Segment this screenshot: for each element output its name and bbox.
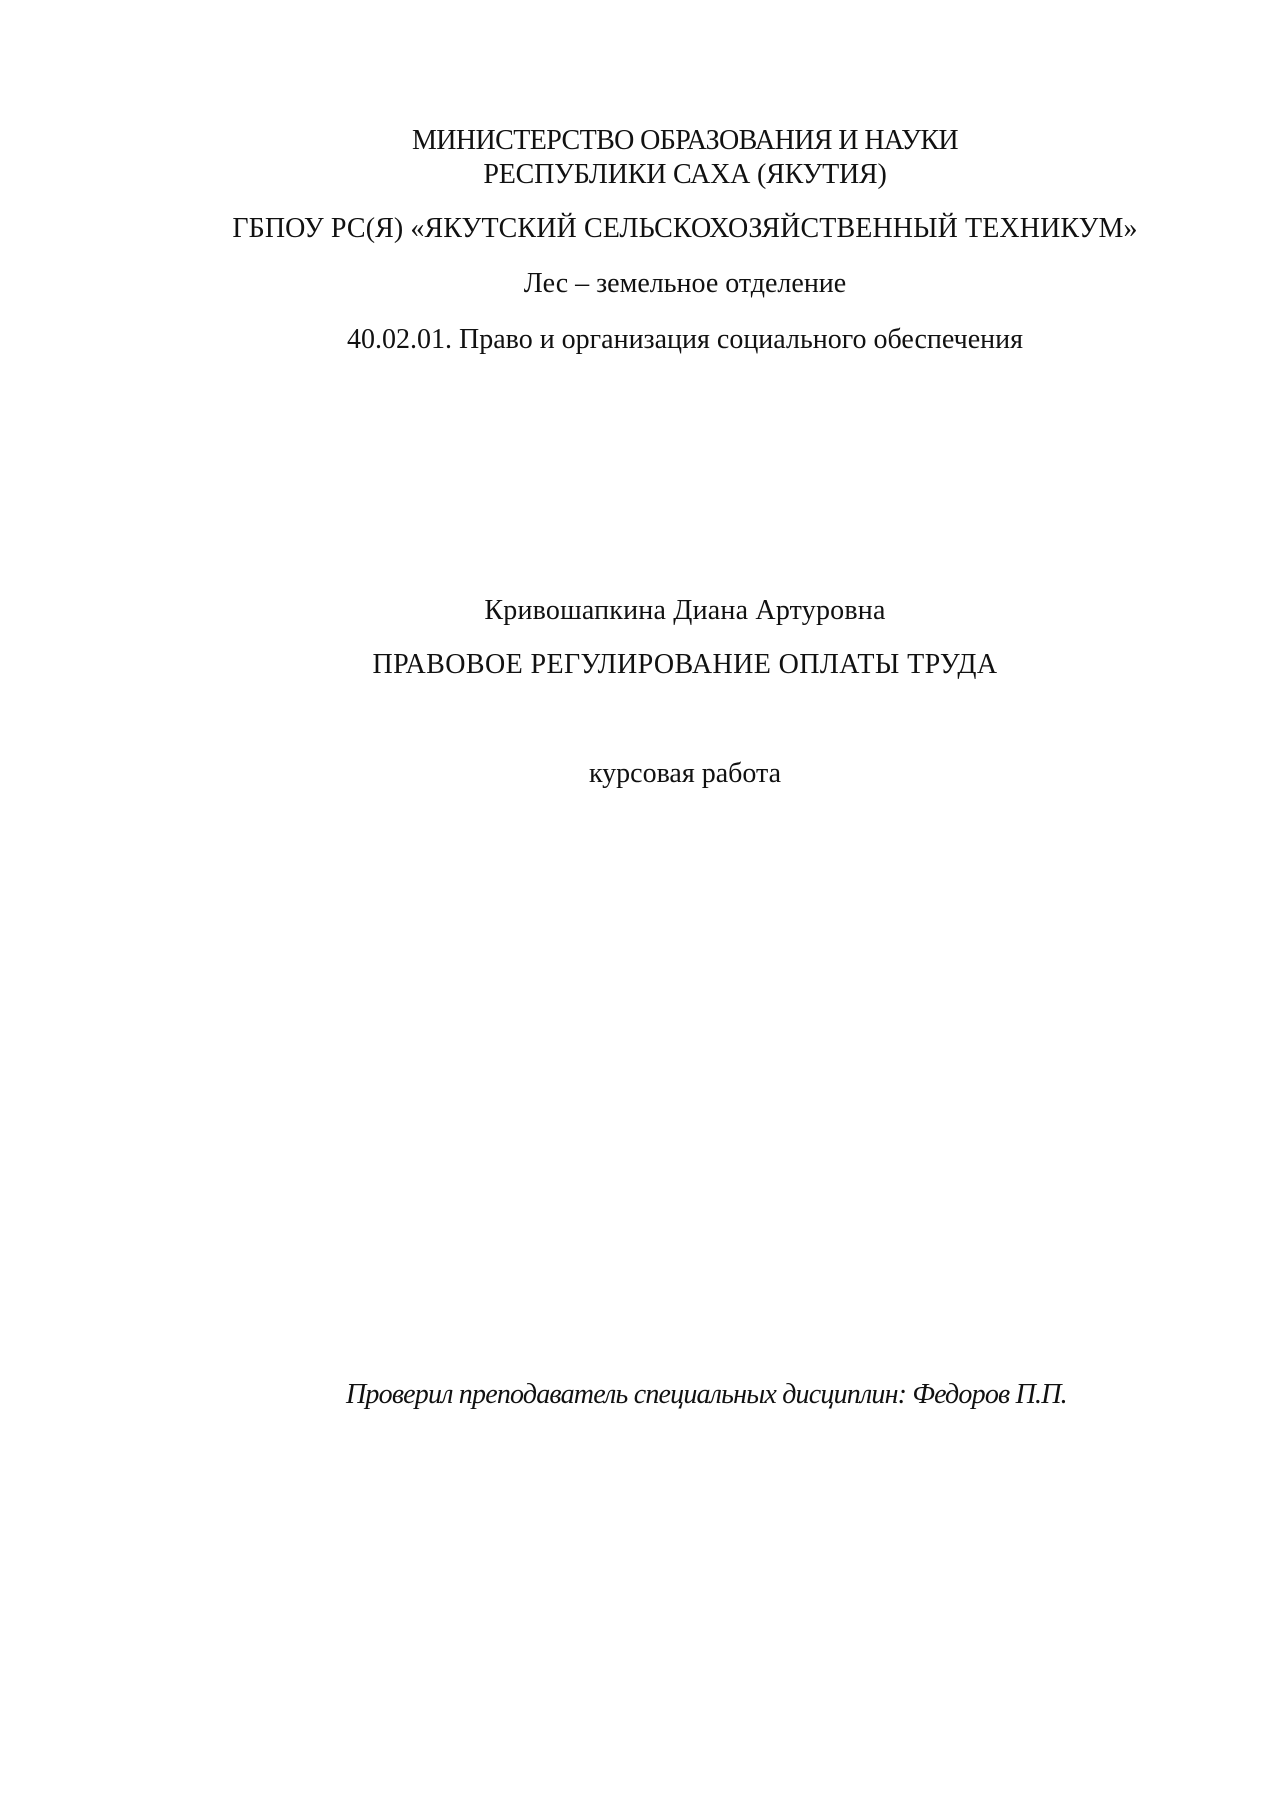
institution-name: ГБПОУ РС(Я) «ЯКУТСКИЙ СЕЛЬСКОХОЗЯЙСТВЕННЫЙ ТЕХНИКУМ» bbox=[232, 213, 1138, 244]
author-name: Кривошапкина Диана Артуровна bbox=[484, 595, 886, 626]
reviewer-line: Проверил преподаватель специальных дисциплин: Федоров П.П. bbox=[346, 1379, 1067, 1410]
department-name: Лес – земельное отделение bbox=[523, 268, 847, 299]
ministry-line-1: МИНИСТЕРСТВО ОБРАЗОВАНИЯ И НАУКИ bbox=[411, 125, 959, 156]
specialty-code: 40.02.01. Право и организация социального обеспечения bbox=[347, 324, 1023, 355]
ministry-line-2: РЕСПУБЛИКИ САХА (ЯКУТИЯ) bbox=[483, 159, 887, 190]
work-title: ПРАВОВОЕ РЕГУЛИРОВАНИЕ ОПЛАТЫ ТРУДА bbox=[372, 649, 998, 680]
work-type: курсовая работа bbox=[588, 758, 782, 789]
